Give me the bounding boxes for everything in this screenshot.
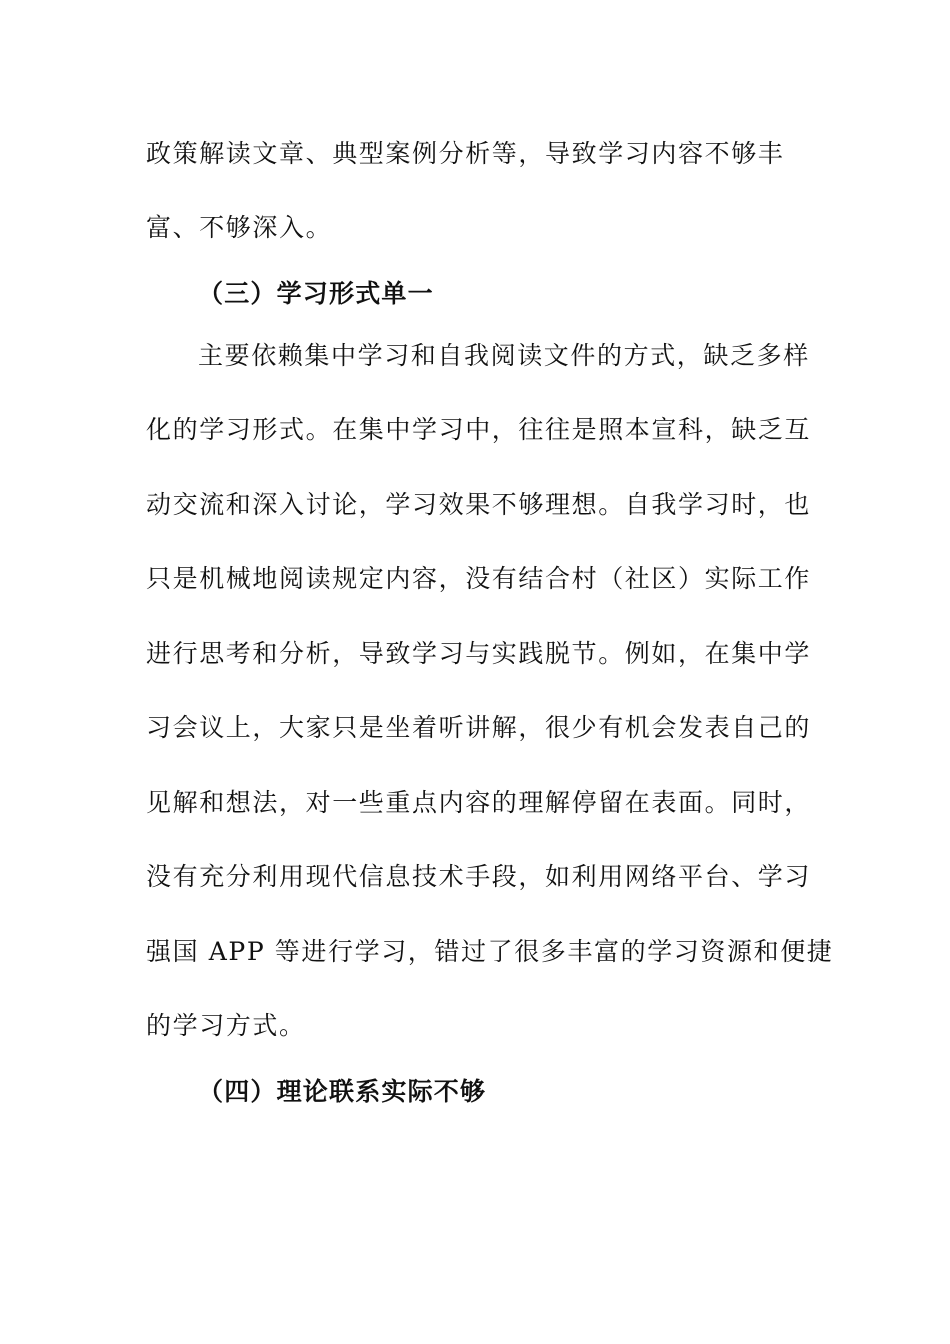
paragraph-line: 富、不够深入。: [146, 213, 333, 242]
paragraph-line: 见解和想法，对一些重点内容的理解停留在表面。同时，: [146, 788, 812, 817]
paragraph-line: 的学习方式。: [146, 1011, 306, 1040]
paragraph-line: 动交流和深入讨论，学习效果不够理想。自我学习时，也: [146, 490, 812, 519]
paragraph-line: 没有充分利用现代信息技术手段，如利用网络平台、学习: [146, 862, 812, 891]
paragraph-line: 化的学习形式。在集中学习中，往往是照本宣科，缺乏互: [146, 415, 812, 444]
section-heading: （四）理论联系实际不够: [198, 1077, 487, 1106]
paragraph-line: 强国 APP 等进行学习，错过了很多丰富的学习资源和便捷: [146, 937, 834, 966]
paragraph-line: 政策解读文章、典型案例分析等，导致学习内容不够丰: [146, 139, 785, 168]
paragraph-line: 进行思考和分析，导致学习与实践脱节。例如，在集中学: [146, 639, 812, 668]
section-heading: （三）学习形式单一: [198, 279, 434, 308]
paragraph-line: 习会议上，大家只是坐着听讲解，很少有机会发表自己的: [146, 713, 812, 742]
paragraph-line: 只是机械地阅读规定内容，没有结合村（社区）实际工作: [146, 564, 812, 593]
paragraph-line: 主要依赖集中学习和自我阅读文件的方式，缺乏多样: [198, 341, 810, 370]
